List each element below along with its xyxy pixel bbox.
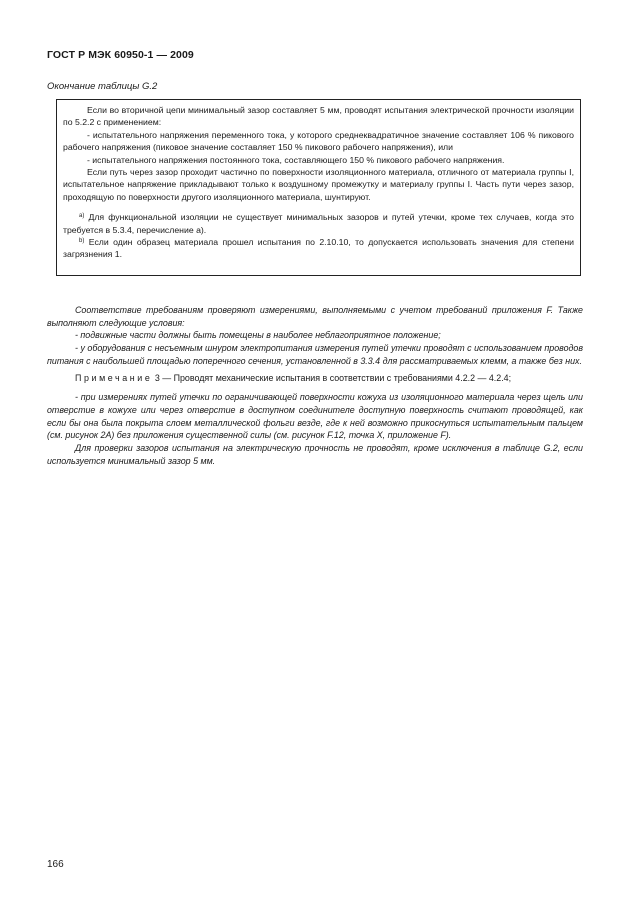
body-list-item: - у оборудования с несъемным шнуром электропитания измерения путей утечки проводят с использованием проводов питания с наибольшей площадью поперечного сечения, установленной в 3.3.4 для рассматриваемых клемм, а также без них. <box>47 343 583 366</box>
table-cell <box>63 104 574 261</box>
body-list-item: - подвижные части должны быть помещены в наиболее неблагоприятное положение; <box>75 330 441 341</box>
footnote-a-mark: а) <box>79 213 85 220</box>
note-3 <box>47 372 583 385</box>
note-label: Примечание <box>75 372 153 383</box>
footnote-b-mark: b) <box>79 238 85 245</box>
table-footnote-a <box>63 211 574 236</box>
table-paragraph: Если во вторичной цепи минимальный зазор составляет 5 мм, проводят испытания электрической прочности изоляции по 5.2.2 с применением: <box>63 105 574 128</box>
document-header: ГОСТ Р МЭК 60950-1 — 2009 <box>47 49 194 61</box>
table-footnote-b <box>63 236 574 261</box>
body-text <box>47 304 583 467</box>
table-paragraph: Если путь через зазор проходит частично по поверхности изоляционного материала, отличного от материала группы I, испытательное напряжение прикладывают только к воздушному промежутку и материалу группы I. Часть пути через зазор, проходящую по поверхности другого изоляционного материала, шунтируют. <box>63 167 574 202</box>
table-g2-continuation <box>56 99 581 276</box>
body-paragraph: Соответствие требованиям проверяют измерениями, выполняемыми с учетом требований приложения F. Также выполняют следующие условия: <box>47 305 583 328</box>
body-paragraph: Для проверки зазоров испытания на электрическую прочность не проводят, кроме исключения в таблице G.2, если используется минимальный зазор 5 мм. <box>47 443 583 466</box>
page-number: 166 <box>47 859 64 870</box>
footnote-a-text: Для функциональной изоляции не существует минимальных зазоров и путей утечки, кроме тех случаев, когда это требуется в 5.3.4, перечисление а). <box>63 212 574 235</box>
footnote-b-text: Если один образец материала прошел испытания по 2.10.10, то допускается использовать значения для степени загрязнения 1. <box>63 237 575 260</box>
table-list-item: - испытательного напряжения постоянного тока, составляющего 150 % пикового рабочего напряжения. <box>87 154 505 165</box>
table-caption: Окончание таблицы G.2 <box>47 81 158 92</box>
table-list-item: - испытательного напряжения переменного тока, у которого среднеквадратичное значение составляет 106 % пикового рабочего напряжения (пиковое значение составляет 150 % пикового рабочего напряжения), или <box>63 129 574 153</box>
note-text: 3 — Проводят механические испытания в соответствии с требованиями 4.2.2 — 4.2.4; <box>152 372 512 383</box>
body-list-item: - при измерениях путей утечки по ограничивающей поверхности кожуха из изоляционного материала через щель или отверстие в кожухе или через отверстие в доступном соединителе доступную поверхность считают проводящей, как если бы она была покрыта слоем металлической фольги везде, где к ней возможно прикоснуться испытательным пальцем (см. рисунок 2А) без приложения существенной силы (см. рисунок F.12, точка X, приложение F). <box>47 392 583 441</box>
